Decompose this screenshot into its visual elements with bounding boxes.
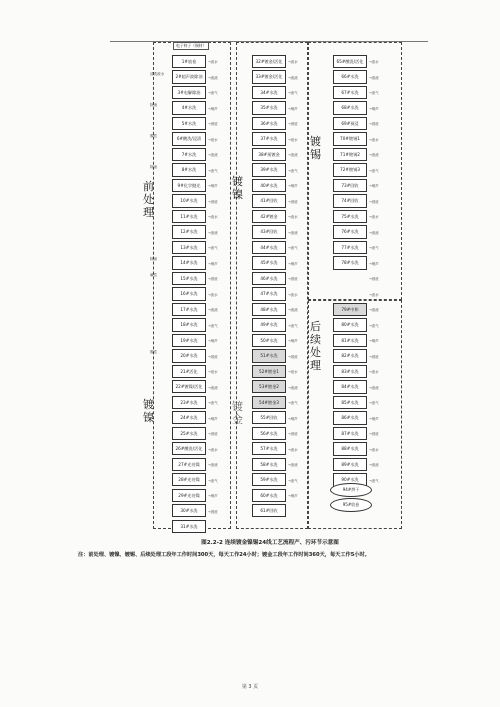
- side-label-5: 除油: [150, 257, 158, 261]
- output-note: →废气: [208, 246, 218, 250]
- output-note: →固废: [369, 122, 379, 126]
- process-step: 22#镀镍/活化: [172, 380, 206, 393]
- output-note: →固废: [208, 509, 218, 514]
- output-note: →废液: [288, 385, 298, 390]
- section-post: 后续处理: [310, 320, 321, 372]
- output-note: →废水: [288, 137, 298, 142]
- output-note: →噪声: [369, 106, 379, 111]
- output-note: →噪声: [288, 106, 298, 111]
- post-stack: [333, 303, 367, 489]
- process-step: 56#水洗: [252, 427, 286, 440]
- side-label-2: 除油: [150, 103, 158, 107]
- process-step: 45#水洗: [252, 256, 286, 269]
- process-step: 75#水洗: [333, 210, 367, 223]
- process-step: 6#酸洗/浸渍: [172, 132, 206, 145]
- process-step: 55#回收: [252, 411, 286, 424]
- output-note: →固废: [369, 354, 379, 359]
- output-note: →噪声: [369, 261, 379, 266]
- section-tin: 镀锡: [310, 135, 321, 161]
- output-note: →噪声: [288, 261, 298, 266]
- output-note: →噪声: [369, 339, 379, 343]
- output-note: →废水: [369, 447, 379, 452]
- output-note: →废气: [369, 168, 379, 173]
- process-step: 20#水洗: [172, 349, 206, 362]
- process-step: 47#水洗: [252, 287, 286, 300]
- process-step: 52#镀金1: [252, 365, 286, 378]
- process-step: 70#镀锡1: [333, 132, 367, 145]
- output-note: →固废: [208, 432, 218, 436]
- output-note: →固废: [208, 199, 218, 204]
- page-number: 第 3 页: [241, 684, 259, 690]
- output-note: →废液: [208, 308, 218, 312]
- output-note: →废气: [208, 323, 218, 328]
- output-note: →废水: [369, 370, 379, 374]
- process-step: 49#水洗: [252, 318, 286, 331]
- output-note: →噪声: [208, 339, 218, 343]
- output-note: →废液: [208, 463, 218, 467]
- mid-stack: [252, 55, 286, 520]
- output-note: →废气: [208, 168, 218, 173]
- process-step: 88#水洗: [333, 442, 367, 455]
- process-step: 81#水洗: [333, 334, 367, 347]
- process-step: 60#水洗: [252, 489, 286, 502]
- process-step: 30#水洗: [172, 504, 206, 517]
- output-note: →噪声: [208, 416, 218, 421]
- output-note: →废液: [208, 385, 218, 390]
- process-step: 25#水洗: [172, 427, 206, 440]
- process-step: 78#水洗: [333, 256, 367, 269]
- process-step: 37#水洗: [252, 132, 286, 145]
- output-note: →废液: [208, 153, 218, 157]
- process-step: 59#水洗: [252, 473, 286, 486]
- output-note: →固废: [288, 277, 298, 281]
- process-step: 82#水洗: [333, 349, 367, 362]
- output-note: →废气: [208, 91, 218, 95]
- output-note: →噪声: [288, 494, 298, 498]
- process-step: 51#水洗: [252, 349, 286, 362]
- process-step: 79#中和: [333, 303, 367, 316]
- output-note: →废液: [288, 308, 298, 312]
- output-note: →废气: [369, 91, 379, 95]
- process-step: 7#水洗: [172, 148, 206, 161]
- process-step: 1#放卷: [172, 55, 206, 68]
- output-note: →固废: [208, 122, 218, 126]
- output-note: →固废: [288, 432, 298, 436]
- process-step: 9#化学抛光: [172, 179, 206, 192]
- section-nickel-mid: 镀镍: [232, 175, 243, 201]
- output-note: →废液: [369, 75, 379, 80]
- process-step: 41#回收: [252, 194, 286, 207]
- output-note: →废水: [369, 292, 379, 297]
- process-step: 13#水洗: [172, 241, 206, 254]
- side-label-3: 酸性: [150, 134, 158, 138]
- process-step: 86#水洗: [333, 411, 367, 424]
- side-label-1: 清洗废水: [150, 72, 165, 76]
- process-step: 14#水洗: [172, 256, 206, 269]
- process-step: 85#水洗: [333, 396, 367, 409]
- process-step: 11#水洗: [172, 210, 206, 223]
- output-note: →噪声: [288, 184, 298, 188]
- output-note: →噪声: [208, 261, 218, 266]
- process-step: 12#水洗: [172, 225, 206, 238]
- output-note: →废气: [288, 91, 298, 95]
- output-note: →废水: [288, 370, 298, 374]
- output-note: →废水: [288, 60, 298, 64]
- output-note: →废液: [369, 230, 379, 235]
- tin-stack: [333, 55, 367, 272]
- output-note: →废气: [208, 401, 218, 405]
- process-step: 44#水洗: [252, 241, 286, 254]
- process-step: 66#水洗: [333, 70, 367, 83]
- process-step: 3#电解除油: [172, 86, 206, 99]
- process-step: 83#水洗: [333, 365, 367, 378]
- process-step: 39#水洗: [252, 163, 286, 176]
- output-note: →废液: [369, 385, 379, 390]
- process-step: 28#光亮镍: [172, 473, 206, 486]
- output-note: →废气: [369, 323, 379, 328]
- output-note: →废水: [208, 447, 218, 452]
- figure-caption: 图2.2-2 连续镀金镍锡24线工艺流程产、污环节示意图: [201, 540, 339, 546]
- process-step: 77#水洗: [333, 241, 367, 254]
- output-note: →废气: [208, 478, 218, 483]
- process-step: 23#水洗: [172, 396, 206, 409]
- output-note: →固废: [288, 199, 298, 204]
- section-pretreat: 前处理: [143, 180, 154, 219]
- output-note: →固废: [208, 277, 218, 281]
- output-note: →噪声: [369, 184, 379, 188]
- process-step: 65#酸洗/活化: [333, 55, 367, 68]
- process-step: 42#镀金: [252, 210, 286, 223]
- output-note: →废气: [369, 246, 379, 250]
- process-step: 90#水洗: [333, 473, 367, 486]
- process-step: 43#回收: [252, 225, 286, 238]
- process-step: 76#水洗: [333, 225, 367, 238]
- process-step: 32#镀金/活化: [252, 55, 286, 68]
- process-step: 27#光亮镍: [172, 458, 206, 471]
- process-step: 87#水洗: [333, 427, 367, 440]
- process-step: 36#水洗: [252, 117, 286, 130]
- process-step: 5#水洗: [172, 117, 206, 130]
- output-note: →废液: [369, 463, 379, 467]
- pretreat-stack: [172, 55, 206, 535]
- output-note: →废水: [369, 137, 379, 142]
- process-step: 61#回收: [252, 504, 286, 517]
- output-note: →废液: [369, 153, 379, 157]
- process-step: 24#水洗: [172, 411, 206, 424]
- process-step: 38#预镀金: [252, 148, 286, 161]
- process-step: 8#水洗: [172, 163, 206, 176]
- process-step: 89#水洗: [333, 458, 367, 471]
- output-note: →废水: [288, 447, 298, 452]
- output-note: →废水: [288, 292, 298, 297]
- process-step: 35#水洗: [252, 101, 286, 114]
- figure-note: 注：前处理、镀镍、镀锡、后续处理工段年工作时间300天，每天工作24小时；镀金工段年工作时间360天，每天工作5小时。: [78, 552, 370, 558]
- process-step: 16#水洗: [172, 287, 206, 300]
- process-step: 29#光亮镍: [172, 489, 206, 502]
- output-note: →废气: [288, 323, 298, 328]
- process-step: 10#水洗: [172, 194, 206, 207]
- side-label-4: 除油: [150, 165, 158, 169]
- output-note: →废气: [288, 478, 298, 483]
- output-note: →废液: [369, 308, 379, 312]
- output-note: →废液: [208, 75, 218, 80]
- process-step: 68#水洗: [333, 101, 367, 114]
- process-step: 19#水洗: [172, 334, 206, 347]
- section-gold: 镀金: [232, 400, 243, 426]
- process-step: 40#水洗: [252, 179, 286, 192]
- output-note: →废液: [288, 153, 298, 157]
- output-note: →废液: [288, 463, 298, 467]
- output-note: →废液: [288, 230, 298, 235]
- process-step: 17#水洗: [172, 303, 206, 316]
- side-label-7: 酸性: [150, 350, 158, 354]
- output-note: →噪声: [369, 416, 379, 421]
- output-note: →废水: [208, 60, 218, 64]
- output-note: →固废: [369, 277, 379, 281]
- output-note: →噪声: [288, 339, 298, 343]
- output-note: →废水: [369, 215, 379, 219]
- output-note: →噪声: [288, 416, 298, 421]
- output-note: →固废: [369, 432, 379, 436]
- process-step: 46#水洗: [252, 272, 286, 285]
- process-step: 34#水洗: [252, 86, 286, 99]
- output-note: →固废: [288, 122, 298, 126]
- process-step: 73#回收: [333, 179, 367, 192]
- output-note: →废液: [288, 75, 298, 80]
- output-ellipse-1: 94#烘干: [330, 483, 372, 497]
- output-note: →废水: [208, 370, 218, 374]
- process-step: 31#水洗: [172, 520, 206, 533]
- section-nickel: 镀镍: [143, 398, 154, 424]
- process-step: 72#镀锡3: [333, 163, 367, 176]
- output-note: →废气: [288, 168, 298, 173]
- output-note: →废气: [288, 401, 298, 405]
- process-step: 4#水洗: [172, 101, 206, 114]
- process-step: 80#水洗: [333, 318, 367, 331]
- top-input-label: 电子料子（铜材）: [173, 42, 209, 50]
- process-step: 26#酸洗/活化: [172, 442, 206, 455]
- process-step: 53#镀金2: [252, 380, 286, 393]
- process-step: 21#活化: [172, 365, 206, 378]
- output-note: →废水: [208, 137, 218, 142]
- output-note: →固废: [369, 199, 379, 204]
- process-step: 84#水洗: [333, 380, 367, 393]
- process-step: 57#水洗: [252, 442, 286, 455]
- output-note: →噪声: [208, 494, 218, 498]
- process-step: 15#水洗: [172, 272, 206, 285]
- output-note: →噪声: [208, 184, 218, 188]
- output-note: →废水: [369, 60, 379, 64]
- output-note: →废水: [208, 292, 218, 297]
- output-note: →废水: [208, 215, 218, 219]
- output-note: →废液: [208, 230, 218, 235]
- output-note: →废气: [288, 246, 298, 250]
- output-note: →废气: [369, 478, 379, 483]
- process-step: 71#镀锡2: [333, 148, 367, 161]
- side-label-6: 碱性: [150, 273, 158, 277]
- process-step: 67#水洗: [333, 86, 367, 99]
- output-note: →固废: [208, 354, 218, 359]
- output-note: →固废: [288, 354, 298, 359]
- process-step: 2#超声波除油: [172, 70, 206, 83]
- output-ellipse-2: 95#收卷: [330, 498, 372, 512]
- output-note: →噪声: [208, 106, 218, 111]
- process-step: 58#水洗: [252, 458, 286, 471]
- output-note: →废气: [369, 401, 379, 405]
- output-note: →废水: [288, 215, 298, 219]
- process-step: 50#水洗: [252, 334, 286, 347]
- process-step: 18#水洗: [172, 318, 206, 331]
- process-step: 54#镀金3: [252, 396, 286, 409]
- process-step: 48#水洗: [252, 303, 286, 316]
- process-step: 74#回收: [333, 194, 367, 207]
- process-step: 69#预浸: [333, 117, 367, 130]
- process-step: 33#镀金/活化: [252, 70, 286, 83]
